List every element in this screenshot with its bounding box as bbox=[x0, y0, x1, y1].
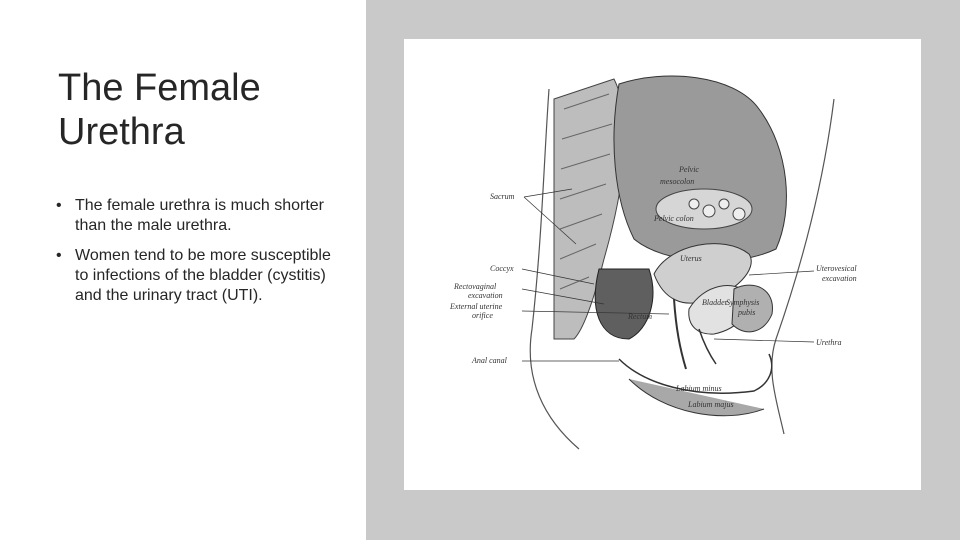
bullet-text: Women tend to be more susceptible to infections of the bladder (cystitis) and the urinary tract (UTI). bbox=[75, 247, 331, 304]
label-symphysis: Symphysis bbox=[726, 298, 760, 307]
pelvis-sagittal-drawing bbox=[404, 39, 921, 490]
label-coccyx: Coccyx bbox=[490, 264, 514, 273]
label-sacrum: Sacrum bbox=[490, 192, 515, 201]
label-uterovesical: Uterovesical bbox=[816, 264, 857, 273]
anatomy-illustration bbox=[404, 39, 921, 490]
label-labium-majus: Labium majus bbox=[688, 400, 734, 409]
label-pelvic-colon: Pelvic colon bbox=[654, 214, 694, 223]
bullet-list bbox=[56, 196, 346, 316]
label-pubis: pubis bbox=[738, 308, 756, 317]
slide-title bbox=[58, 66, 348, 154]
title-line-1: The Female bbox=[58, 67, 261, 109]
label-excavation: excavation bbox=[468, 291, 503, 300]
label-pelvic: Pelvic bbox=[679, 165, 699, 174]
label-urethra: Urethra bbox=[816, 338, 842, 347]
label-orifice: orifice bbox=[472, 311, 493, 320]
text-panel bbox=[0, 0, 366, 540]
label-labium-minus: Labium minus bbox=[676, 384, 722, 393]
label-bladder: Bladder bbox=[702, 298, 728, 307]
bullet-item bbox=[56, 196, 346, 236]
bullet-text: The female urethra is much shorter than the male urethra. bbox=[75, 197, 324, 234]
label-rectovaginal: Rectovaginal bbox=[454, 282, 497, 291]
label-mesocolon: mesocolon bbox=[660, 177, 695, 186]
label-excavation-2: excavation bbox=[822, 274, 857, 283]
label-rectum: Rectum bbox=[628, 312, 652, 321]
bullet-item bbox=[56, 246, 346, 306]
label-uterus: Uterus bbox=[680, 254, 702, 263]
title-line-2: Urethra bbox=[58, 111, 185, 153]
bullet-glyph: • bbox=[56, 197, 62, 214]
label-external-uterine: External uterine bbox=[450, 302, 503, 311]
bullet-glyph: • bbox=[56, 247, 62, 264]
label-anal-canal: Anal canal bbox=[472, 356, 507, 365]
